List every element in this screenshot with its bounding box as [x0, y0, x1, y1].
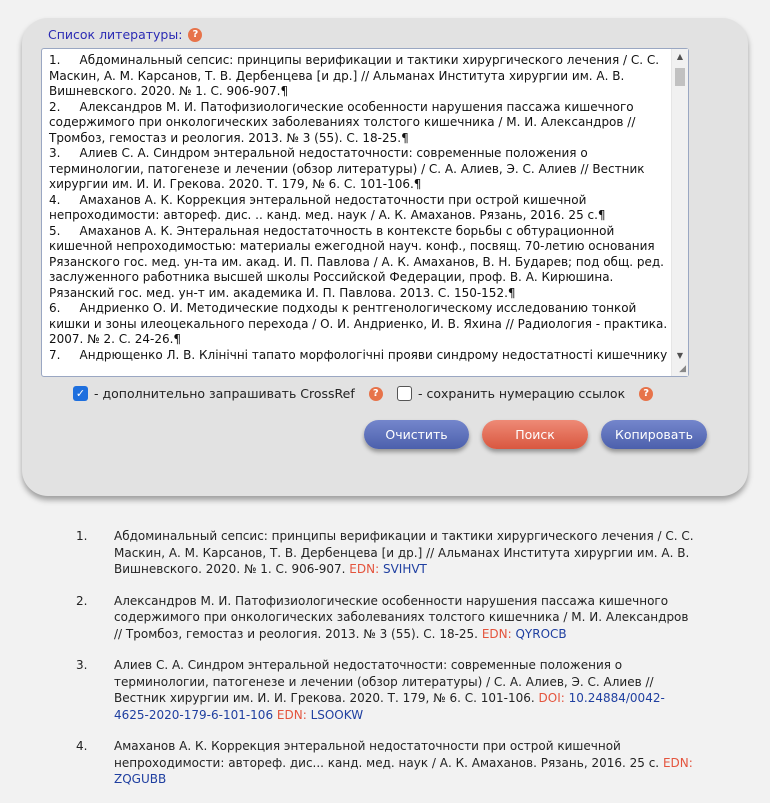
copy-button[interactable]: Копировать: [601, 420, 707, 449]
doi-label: DOI:: [538, 691, 569, 705]
results-list: [76, 528, 696, 803]
edn-link[interactable]: LSOOKW: [310, 707, 364, 722]
result-citation: Алиев С. А. Синдром энтеральной недостаточности: современные положения о терминологии, патогенезе и лечении (обзор литературы) / С. А. Алиев, Э. С. Алиев // Вестник хирургии им. И. И. Грекова. 2020. Т. 179, № 6. С. 101-106.: [114, 658, 654, 705]
result-number: 4.: [76, 739, 88, 753]
keep-numbering-checkbox[interactable]: [397, 386, 412, 401]
keep-numbering-option[interactable]: [397, 386, 653, 401]
result-number: 1.: [76, 529, 88, 543]
reference-list-textarea[interactable]: [41, 48, 689, 377]
result-citation: Абдоминальный сепсис: принципы верификации и тактики хирургического лечения / С. С. Маскин, А. М. Карсанов, Т. В. Дербенцева [и др.] // Альманах Института хирургии им. А. В. Вишневского. 2020. № 1. С. 906-907.: [114, 529, 694, 576]
edn-label: EDN:: [276, 707, 311, 722]
textarea-content[interactable]: 1. Абдоминальный сепсис: принципы верификации и тактики хирургического лечения / С. С. Маскин, А. М. Карсанов, Т. В. Дербенцева [и др.] // Альманах Института хирургии им. А. В. Вишневского. 2020. № 1. С. 906-907.¶ 2. Александров М. И. Патофизиологические особенности нарушения пассажа кишечного содержимого при онкологических заболеваниях толстого кишечника / М. И. Александров // Тромбоз, гемостаз и реология. 2013. № 3 (55). С. 18-25.¶ 3. Алиев С. А. Синдром энтеральной недостаточности: современные положения о терминологии, патогенезе и лечении (обзор литературы) / С. А. Алиев, Э. С. Алиев // Вестник хирургии им. И. И. Грекова. 2020. Т. 179, № 6. С. 101-106.¶ 4. Амаханов А. К. Коррекция энтеральной недостаточности при острой кишечной непроходимости: автореф. дис. .. канд. мед. наук / А. К. Амаханов. Рязань, 2016. 25 с.¶ 5. Амаханов А. К. Энтеральная недостаточность в контексте борьбы с обтурационной кишечной непроходимостью: материалы ежегодной науч. конф., посвящ. 70-летию основания Рязанского гос. мед. ун-та им. акад. И. П. Павлова / А. К. Амаханов, В. Н. Бударев; под общ. ред. заслуженного работника высшей школы Российской Федерации, проф. В. А. Кирюшина. Рязанский гос. мед. ун-т им. академика И. П. Павлова. 2013. С. 150-152.¶ 6. Андриенко О. И. Методические подходы к рентгенологическому исследованию тонкой кишки и зоны илеоцекального перехода / О. И. Андриенко, И. В. Яхина // Радиология - практика. 2007. № 2. С. 24-26.¶ 7. Андрющенко Л. В. Клінічні тапато морфологічні прояви синдрому недостатності кишечнику: [49, 53, 668, 362]
scroll-down-arrow-icon[interactable]: ▼: [676, 351, 684, 360]
crossref-option[interactable]: [73, 386, 383, 401]
result-item: [76, 738, 696, 788]
doi-link[interactable]: 10.24884/0042-4625-2020-179-6-101-106: [114, 691, 665, 722]
help-icon[interactable]: ?: [188, 28, 202, 42]
clear-button[interactable]: Очистить: [364, 420, 469, 449]
edn-label: EDN:: [662, 755, 693, 770]
result-citation: Амаханов А. К. Коррекция энтеральной недостаточности при острой кишечной непроходимости: автореф. дис... канд. мед. наук / А. К. Амаханов. Рязань, 2016. 25 с.: [114, 739, 660, 770]
edn-link[interactable]: QYROCB: [515, 626, 567, 641]
edn-link[interactable]: SVIHVT: [382, 562, 427, 576]
result-text-block: [114, 657, 696, 723]
search-button[interactable]: Поиск: [482, 420, 588, 449]
result-number: 2.: [76, 593, 88, 608]
reference-list-label: [48, 27, 202, 42]
crossref-checkbox[interactable]: ✓: [73, 386, 88, 401]
crossref-label: - дополнительно запрашивать CrossRef: [94, 386, 355, 401]
reference-list-label-text: Список литературы:: [48, 27, 183, 42]
edn-label: EDN:: [481, 626, 516, 641]
result-number: 3.: [76, 658, 88, 672]
result-text-block: [114, 528, 696, 578]
result-item: [76, 593, 696, 643]
crossref-help-icon[interactable]: ?: [369, 387, 383, 401]
scrollbar-thumb[interactable]: [675, 68, 685, 86]
result-text-block: [114, 593, 696, 643]
scroll-up-arrow-icon[interactable]: ▲: [676, 52, 684, 61]
resize-grip-icon[interactable]: ◢: [679, 364, 686, 374]
result-citation: Александров М. И. Патофизиологические особенности нарушения пассажа кишечного содержимого при онкологических заболеваниях толстого кишечника / М. И. Александров // Тромбоз, гемостаз и реология. 2013. № 3 (55). С. 18-25.: [114, 593, 689, 641]
textarea-scrollbar[interactable]: [671, 49, 688, 376]
edn-link[interactable]: ZQGUBB: [114, 772, 167, 786]
result-item: [76, 657, 696, 723]
edn-label: EDN:: [349, 562, 383, 576]
keep-numbering-label: - сохранить нумерацию ссылок: [418, 386, 626, 401]
result-item: [76, 528, 696, 578]
keep-numbering-help-icon[interactable]: ?: [639, 387, 653, 401]
result-text-block: [114, 738, 696, 788]
